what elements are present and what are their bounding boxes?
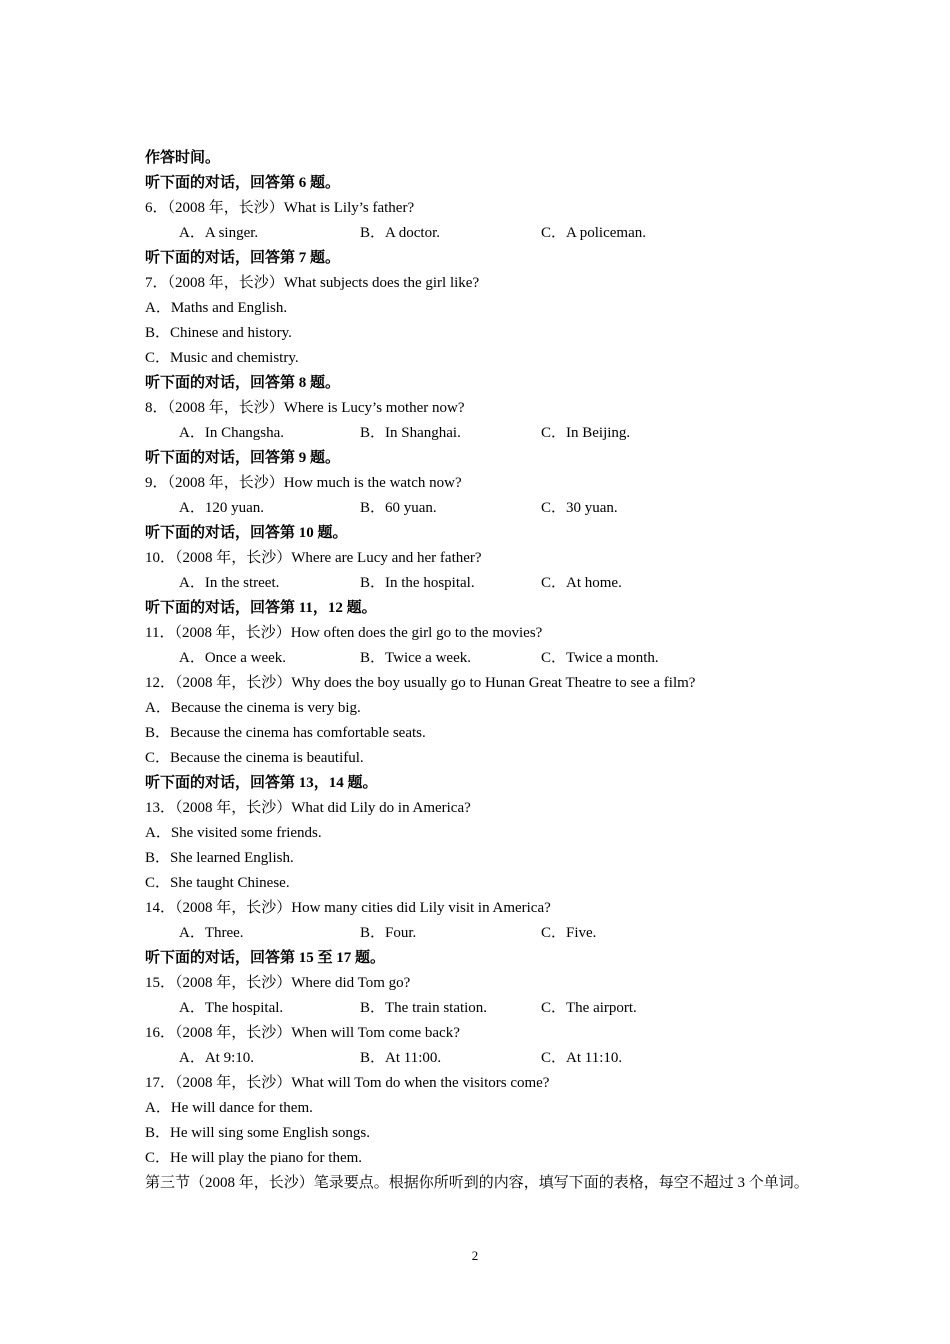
section-heading: 听下面的对话，回答第 11，12 题。 — [145, 600, 377, 616]
option-c: C．Because the cinema is beautiful. — [145, 750, 364, 766]
option-a: A．She visited some friends. — [145, 825, 322, 841]
question-15: 15．（2008 年，长沙）Where did Tom go? — [145, 975, 411, 991]
option-a: A．In Changsha. — [179, 425, 284, 441]
options-6 — [145, 221, 825, 246]
option-c: C．In Beijing. — [541, 425, 631, 441]
option-c: C．30 yuan. — [541, 500, 618, 516]
options-14 — [145, 921, 825, 946]
question-14: 14．（2008 年，长沙）How many cities did Lily visit in America? — [145, 900, 551, 916]
option-b: B．A doctor. — [360, 225, 441, 241]
question-9: 9．（2008 年，长沙）How much is the watch now? — [145, 475, 462, 491]
question-10: 10．（2008 年，长沙）Where are Lucy and her father? — [145, 550, 482, 566]
question-17: 17．（2008 年，长沙）What will Tom do when the visitors come? — [145, 1075, 550, 1091]
option-c: C．At 11:10. — [541, 1050, 623, 1066]
section-heading: 听下面的对话，回答第 8 题。 — [145, 375, 341, 391]
options-16 — [145, 1046, 825, 1071]
option-a: A．Because the cinema is very big. — [145, 700, 361, 716]
options-10 — [145, 571, 825, 596]
option-b: B．Chinese and history. — [145, 325, 292, 341]
options-11 — [145, 646, 825, 671]
document-body — [145, 146, 825, 1196]
options-15 — [145, 996, 825, 1021]
option-b: B．The train station. — [360, 1000, 488, 1016]
option-a: A．He will dance for them. — [145, 1100, 313, 1116]
section-heading: 听下面的对话，回答第 10 题。 — [145, 525, 348, 541]
question-8: 8．（2008 年，长沙）Where is Lucy’s mother now? — [145, 400, 465, 416]
option-a: A．Maths and English. — [145, 300, 288, 316]
option-b: B．In Shanghai. — [360, 425, 461, 441]
option-b: B．Four. — [360, 925, 417, 941]
option-b: B．At 11:00. — [360, 1050, 442, 1066]
question-6: 6．（2008 年，长沙）What is Lily’s father? — [145, 200, 415, 216]
option-a: A．Once a week. — [179, 650, 287, 666]
option-c: C．She taught Chinese. — [145, 875, 290, 891]
option-c: C．Five. — [541, 925, 597, 941]
option-a: A．The hospital. — [179, 1000, 284, 1016]
question-16: 16．（2008 年，长沙）When will Tom come back? — [145, 1025, 460, 1041]
question-13: 13．（2008 年，长沙）What did Lily do in America? — [145, 800, 471, 816]
option-b: B．He will sing some English songs. — [145, 1125, 371, 1141]
option-b: B．Because the cinema has comfortable seats. — [145, 725, 426, 741]
option-c: C．A policeman. — [541, 225, 646, 241]
option-c: C．Music and chemistry. — [145, 350, 299, 366]
option-c: C．Twice a month. — [541, 650, 659, 666]
section-three-instruction: 第三节（2008 年，长沙）笔录要点。根据你所听到的内容，填写下面的表格，每空不超过 3 个单词。 — [145, 1175, 809, 1191]
question-11: 11．（2008 年，长沙）How often does the girl go to the movies? — [145, 625, 543, 641]
option-c: C．At home. — [541, 575, 622, 591]
option-b: B．She learned English. — [145, 850, 294, 866]
section-heading: 听下面的对话，回答第 15 至 17 题。 — [145, 950, 386, 966]
option-a: A．In the street. — [179, 575, 280, 591]
option-c: C．The airport. — [541, 1000, 637, 1016]
section-heading: 听下面的对话，回答第 7 题。 — [145, 250, 341, 266]
option-a: A．120 yuan. — [179, 500, 264, 516]
options-8 — [145, 421, 825, 446]
instruction-line: 作答时间。 — [145, 150, 221, 166]
option-a: A．At 9:10. — [179, 1050, 255, 1066]
question-7: 7．（2008 年，长沙）What subjects does the girl like? — [145, 275, 480, 291]
option-b: B．60 yuan. — [360, 500, 437, 516]
section-heading: 听下面的对话，回答第 13，14 题。 — [145, 775, 378, 791]
option-b: B．Twice a week. — [360, 650, 471, 666]
section-heading: 听下面的对话，回答第 6 题。 — [145, 175, 341, 191]
section-heading: 听下面的对话，回答第 9 题。 — [145, 450, 341, 466]
options-9 — [145, 496, 825, 521]
option-b: B．In the hospital. — [360, 575, 475, 591]
question-12: 12．（2008 年，长沙）Why does the boy usually go to Hunan Great Theatre to see a film? — [145, 675, 696, 691]
option-a: A．A singer. — [179, 225, 259, 241]
page-number: 2 — [471, 1248, 479, 1263]
option-a: A．Three. — [179, 925, 244, 941]
option-c: C．He will play the piano for them. — [145, 1150, 363, 1166]
